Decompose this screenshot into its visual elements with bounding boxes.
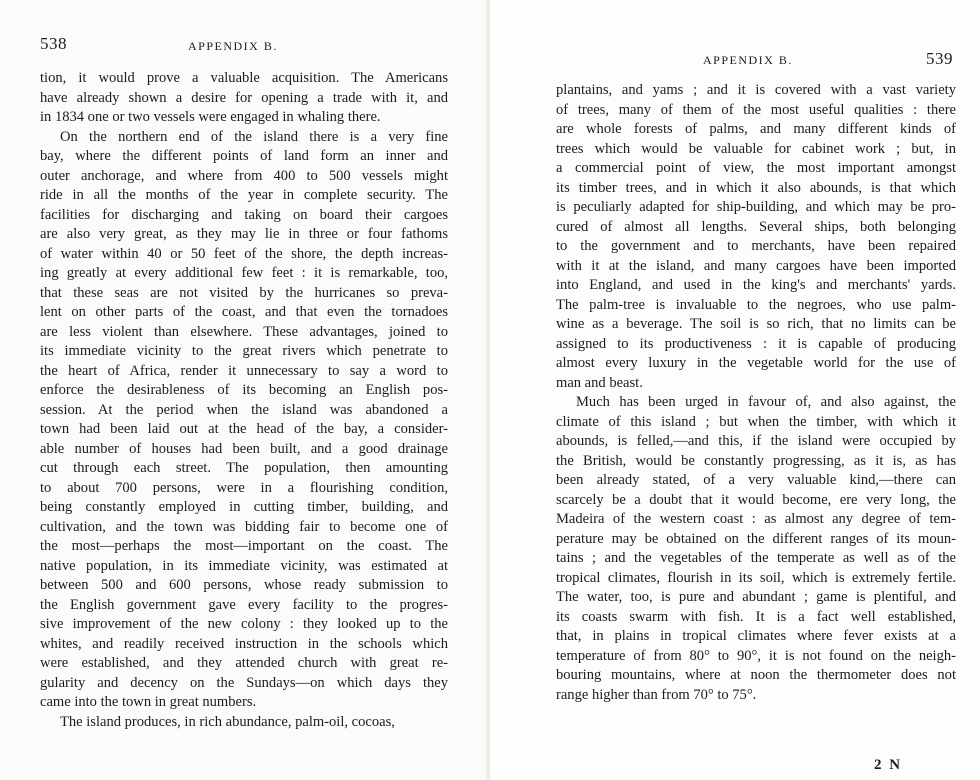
text-line: its coasts swarm with fish. It is a fact well established, xyxy=(556,608,956,625)
running-head: APPENDIX B. xyxy=(703,53,793,67)
right-body-text xyxy=(556,81,956,705)
page-number: 538 xyxy=(40,34,67,53)
text-line: whites, and readily received instruction in the schools which xyxy=(40,635,448,652)
text-line: man and beast. xyxy=(556,374,643,391)
text-line: came into the town in great numbers. xyxy=(40,694,257,710)
text-line: gularity and decency on the Sundays—on which days they xyxy=(40,674,448,691)
text-line: that, in plains in tropical climates where fever exists at a xyxy=(556,628,956,644)
text-line: assigned to its productiveness : it is capable of producing xyxy=(556,335,956,352)
text-line: trees which would be valuable for cabinet work ; but, in xyxy=(556,140,956,157)
text-line: Madeira of the western coast : as almost any degree of tem- xyxy=(556,511,956,527)
text-line: ride in all the months of the year in complete security. The xyxy=(40,187,448,203)
text-line: temperature of from 80° to 90°, it is not found on the neigh- xyxy=(556,647,956,664)
text-line: climate of this island ; but when the timber, with which it xyxy=(556,413,956,430)
text-line: its timber trees, and in which it also abounds, is that which xyxy=(556,179,956,196)
text-line: the English government gave every facility to the progres- xyxy=(40,596,448,613)
text-line: its immediate vicinity to the great rivers which penetrate to xyxy=(40,343,448,359)
text-line: wine as a beverage. The soil is so rich, that no limits can be xyxy=(556,316,956,332)
text-line: cured of almost all lengths. Several ships, both belonging xyxy=(556,218,956,235)
left-body-text xyxy=(40,69,448,732)
text-line: Much has been urged in favour of, and also against, the xyxy=(576,394,956,410)
text-line: been already stated, of a very valuable kind,—there can xyxy=(556,472,956,488)
text-line: perature may be obtained on the different ranges of its moun- xyxy=(556,530,956,547)
text-line: are whole forests of palms, and many different kinds of xyxy=(556,121,956,137)
text-line: to about 700 persons, were in a flourishing condition, xyxy=(40,479,448,496)
text-line: are also very great, as they may lie in three or four fathoms xyxy=(40,226,448,242)
text-line: cultivation, and the town was bidding fair to become one of xyxy=(40,518,448,535)
text-line: is peculiarly adapted for ship-building, and which may be pro- xyxy=(556,199,956,215)
running-head: APPENDIX B. xyxy=(188,39,278,53)
text-line: The water, too, is pure and abundant ; game is plentiful, and xyxy=(556,589,956,605)
text-line: plantains, and yams ; and it is covered with a vast variety xyxy=(556,82,956,98)
text-line: the British, would be constantly progressing, as it is, as has xyxy=(556,452,956,469)
text-line: are less violent than elsewhere. These advantages, joined to xyxy=(40,323,448,340)
text-line: enforce the desirableness of its becoming an English pos- xyxy=(40,382,448,398)
text-line: bouring mountains, where at noon the thermometer does not xyxy=(556,667,956,683)
page-number: 539 xyxy=(926,49,953,68)
text-line: with it at the island, and many cargoes have been imported xyxy=(556,257,956,274)
text-line: ing greatly at every additional few feet : it is remarkable, too, xyxy=(40,265,448,281)
right-page xyxy=(490,0,980,780)
text-line: able number of houses had been built, and a good drainage xyxy=(40,440,448,457)
text-line: scarcely be a doubt that it would become, ere very long, the xyxy=(556,491,956,508)
text-line: that these seas are not visited by the hurricanes so preva- xyxy=(40,284,448,301)
text-line: outer anchorage, and where from 400 to 500 vessels might xyxy=(40,167,448,184)
text-line: On the northern end of the island there is a very fine xyxy=(60,128,448,145)
signature-mark: 2 N xyxy=(874,757,903,773)
text-line: into England, and used in the king's and merchants' yards. xyxy=(556,277,956,293)
text-line: of trees, many of them of the most useful qualities : there xyxy=(556,101,956,118)
text-line: have already shown a desire for opening a trade with it, and xyxy=(40,89,448,106)
text-line: bay, where the different points of land form an inner and xyxy=(40,148,448,164)
text-line: tropical climates, flourish in its soil, which is extremely fertile. xyxy=(556,569,956,586)
text-line: town had been laid out at the head of the bay, a consider- xyxy=(40,421,448,437)
text-line: being constantly employed in cutting timber, building, and xyxy=(40,499,448,515)
text-line: of water within 40 or 50 feet of the shore, the depth increas- xyxy=(40,245,448,262)
text-line: lent on other parts of the coast, and that even the tornadoes xyxy=(40,304,448,320)
text-line: in 1834 one or two vessels were engaged in whaling there. xyxy=(40,109,381,125)
text-line: almost every luxury in the vegetable world for the use of xyxy=(556,355,956,371)
text-line: tains ; and the vegetables of the temperate as well as of the xyxy=(556,550,956,566)
text-line: session. At the period when the island was abandoned a xyxy=(40,401,448,418)
text-line: range higher than from 70° to 75°. xyxy=(556,686,757,703)
text-line: The palm-tree is invaluable to the negroes, who use palm- xyxy=(556,296,956,313)
text-line: a commercial point of view, the most important amongst xyxy=(556,160,956,176)
text-line: The island produces, in rich abundance, palm-oil, cocoas, xyxy=(60,713,395,730)
text-line: native population, in its immediate vicinity, was estimated at xyxy=(40,557,448,574)
text-line: to the government and to merchants, have been repaired xyxy=(556,238,956,254)
text-line: facilities for discharging and taking on board their cargoes xyxy=(40,206,448,223)
text-line: were established, and they attended church with great re- xyxy=(40,655,448,671)
text-line: cut through each street. The population, then amounting xyxy=(40,460,448,476)
text-line: abounds, is felled,—and this, if the island were occupied by xyxy=(556,433,956,449)
text-line: the heart of Africa, render it unnecessary to say a word to xyxy=(40,362,448,379)
text-line: between 500 and 600 persons, whose ready submission to xyxy=(40,577,448,593)
text-line: sive improvement of the new colony : they looked up to the xyxy=(40,616,448,632)
text-line: the most—perhaps the most—important on the coast. The xyxy=(40,538,448,554)
text-line: tion, it would prove a valuable acquisition. The Americans xyxy=(40,70,448,86)
